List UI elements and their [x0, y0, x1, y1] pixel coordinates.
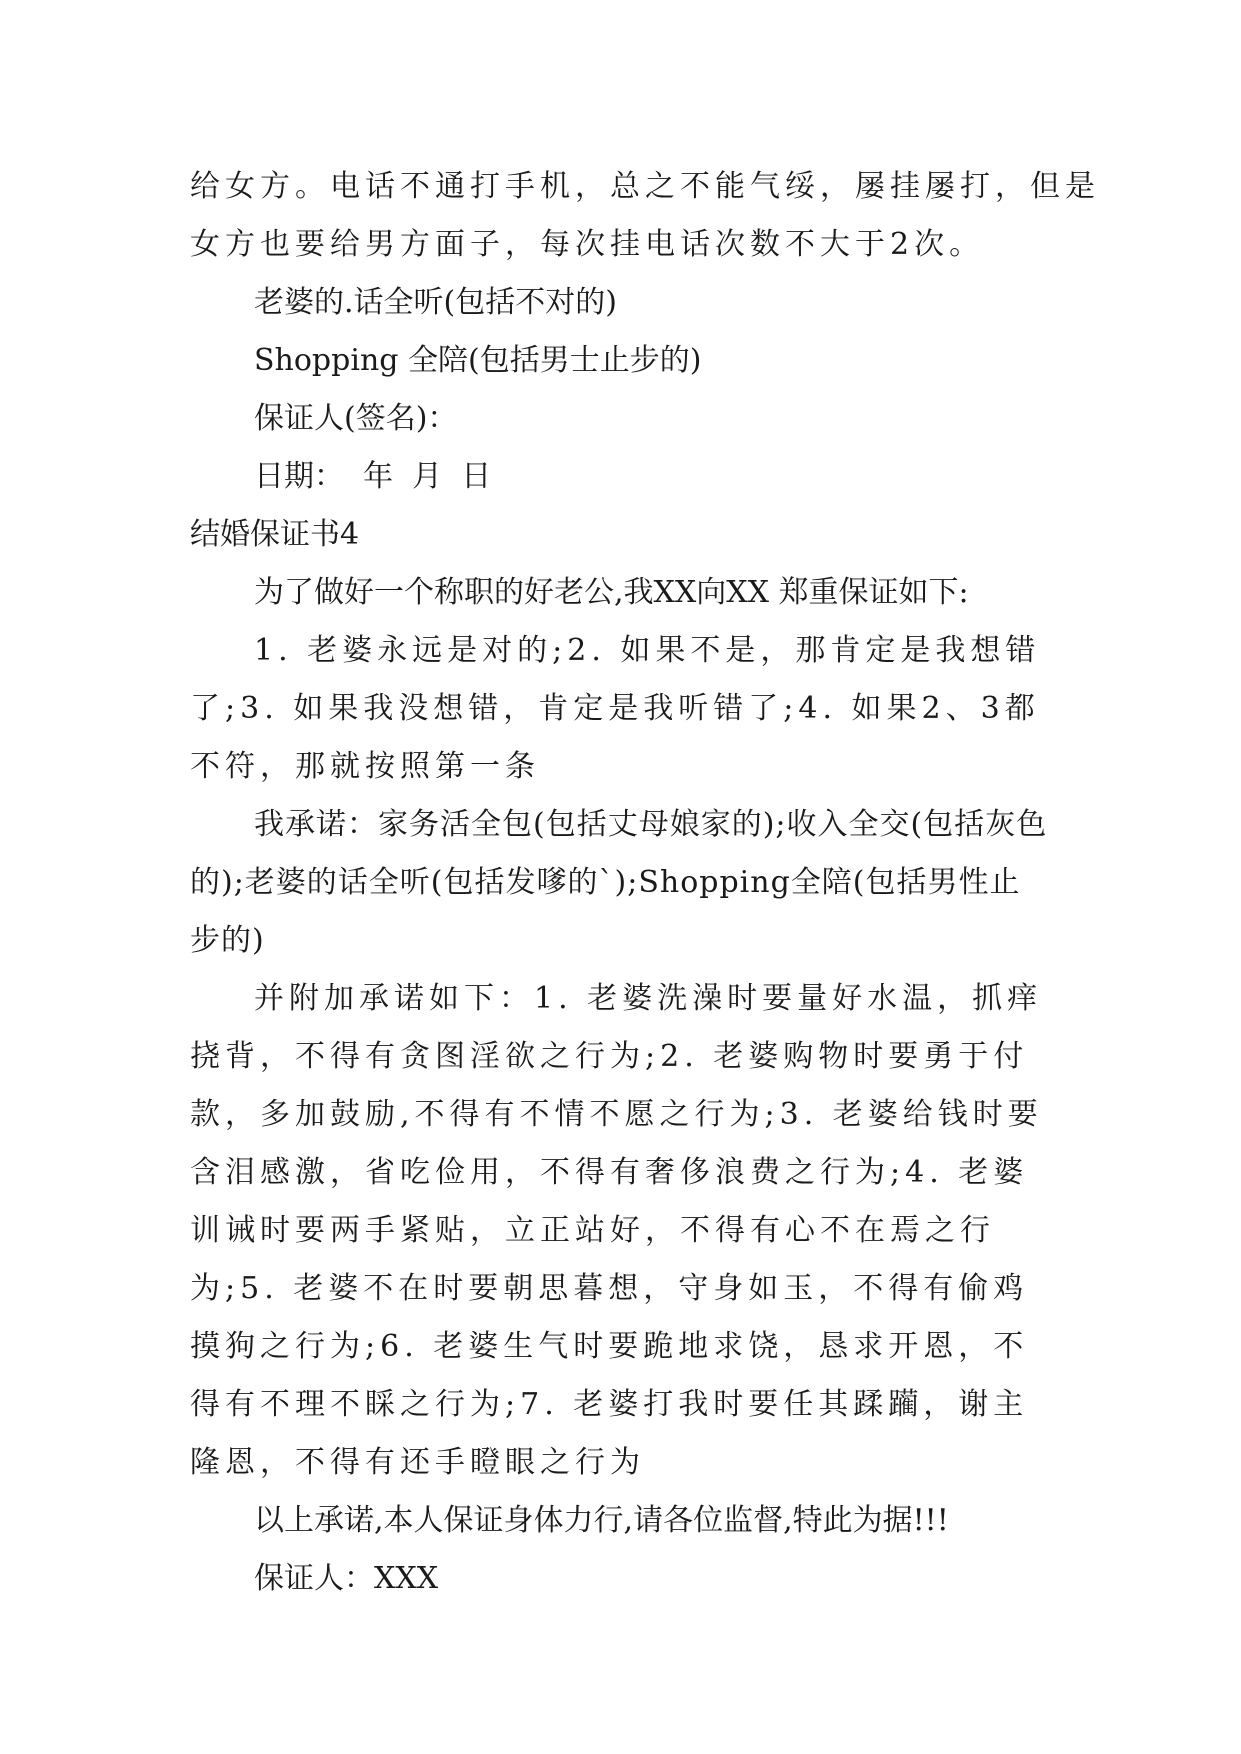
guarantor-line: 保证人：XXX	[254, 1561, 439, 1596]
continuation-line-1: 给女方。电话不通打手机，总之不能气绥，屡挂屡打，但是	[190, 169, 1100, 204]
commitment-listen: 老婆的.话全听(包括不对的)	[254, 285, 617, 320]
additional-promises-paragraph: 并附加承诺如下：1. 老婆洗澡时要量好水温，抓痒挠背，不得有贪图淫欲之行为;2. 老婆购物时要勇于付款，多加鼓励,不得有不情不愿之行为;3. 老婆给钱时要含泪感激，省吃俭用，不得有奢侈浪费之行为;4. 老婆训诫时要两手紧贴，立正站好，不得有心不在焉之行为;5. 老婆不在时要朝思暮想，守身如玉，不得有偷鸡摸狗之行为;6. 老婆生气时要跪地求饶，恳求开恩，不得有不理不睬之行为;7. 老婆打我时要任其蹂躏，谢主隆恩，不得有还手瞪眼之行为	[190, 981, 1043, 1480]
section-title: 结婚保证书4	[190, 517, 360, 552]
continuation-line-2: 女方也要给男方面子，每次挂电话次数不大于2次。	[190, 227, 985, 262]
intro-paragraph: 为了做好一个称职的好老公,我XX向XX 郑重保证如下:	[254, 575, 969, 610]
closing-paragraph: 以上承诺,本人保证身体力行,请各位监督,特此为据!!!	[254, 1503, 949, 1538]
date-label: 日期： 年 月 日	[254, 459, 492, 494]
guarantor-signature-label: 保证人(签名)：	[254, 401, 458, 436]
rules-paragraph: 1. 老婆永远是对的;2. 如果不是，那肯定是我想错了;3. 如果我没想错，肯定是我听错了;4. 如果2、3都不符，那就按照第一条	[190, 633, 1041, 784]
promises-paragraph: 我承诺：家务活全包(包括丈母娘家的);收入全交(包括灰色的);老婆的话全听(包括发嗲的`);Shopping全陪(包括男性止步的)	[190, 807, 1048, 958]
document-page	[190, 158, 1100, 1608]
commitment-shopping: Shopping 全陪(包括男士止步的)	[254, 343, 702, 378]
